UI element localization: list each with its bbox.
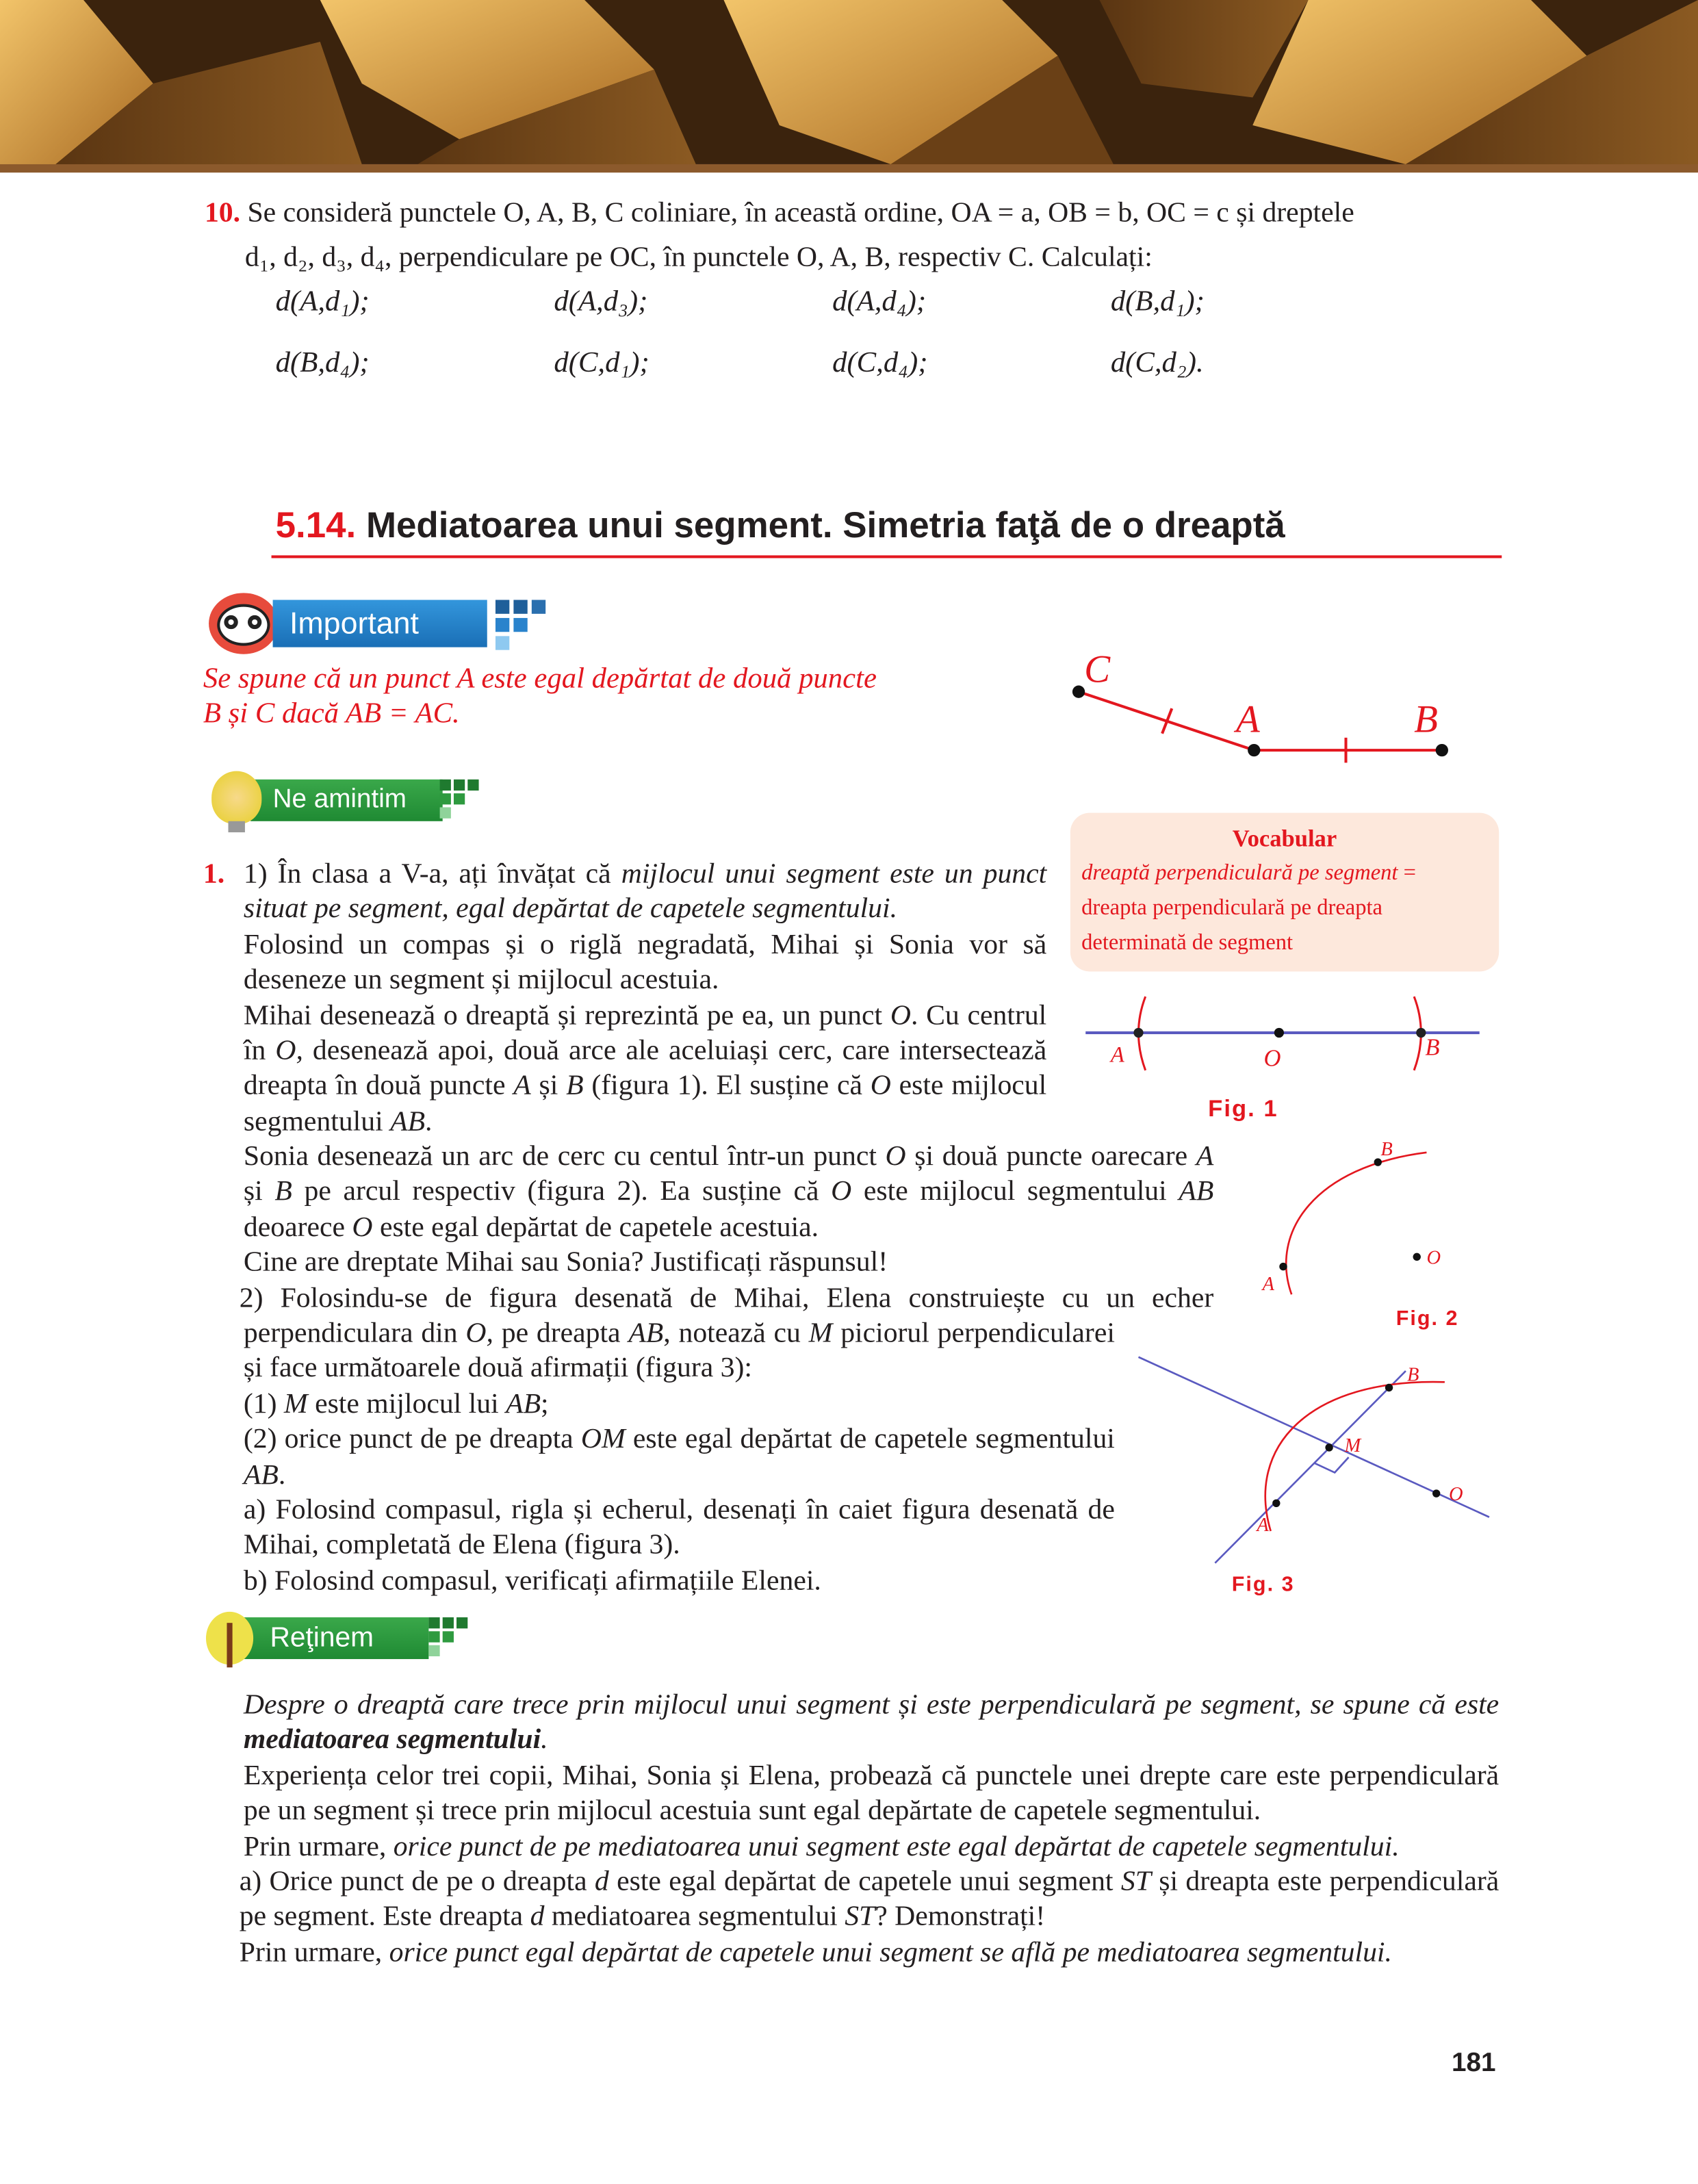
figure-2 [1261, 1139, 1441, 1295]
text-run: și [530, 1070, 567, 1102]
retinem-label: Reţinem [242, 1617, 429, 1659]
distance-expression: d(B,d₄); [275, 345, 370, 379]
ne-amintim-label: Ne amintim [250, 780, 443, 821]
text-run: ST [845, 1901, 875, 1933]
text-run: (1) [243, 1389, 284, 1419]
vocabular-title: Vocabular [1232, 825, 1337, 852]
label-o: O [1426, 1247, 1441, 1269]
point-m [1325, 1443, 1333, 1451]
label-c: C [1084, 647, 1111, 691]
text-run: Prin urmare, [239, 1937, 389, 1968]
problem-10-line2: d₁, d₂, d₃, d₄, perpendiculare pe OC, în punctele O, A, B, respectiv C. Calculați: [244, 242, 1153, 273]
text-run: O [352, 1211, 373, 1243]
text-run: și două puncte oarecare [905, 1141, 1196, 1172]
point-a [1133, 1028, 1143, 1038]
text-run: AB [506, 1389, 541, 1419]
text-run: M [283, 1389, 308, 1419]
text-run: . Cu centrul în [243, 1000, 1047, 1066]
point-b [1416, 1028, 1426, 1038]
distance-expression: d(C,d₁); [554, 345, 649, 379]
text-run: . [541, 1725, 548, 1756]
text-run: O [890, 1000, 911, 1031]
text-run: este mijlocul lui [307, 1389, 506, 1419]
point-a [1248, 744, 1260, 756]
figure-1 [1085, 997, 1480, 1072]
text-run: AB [628, 1318, 664, 1349]
text-run: O [831, 1177, 852, 1207]
text-run: Cine are dreptate Mihai sau Sonia? Justificați răspunsul! [243, 1247, 888, 1279]
point-a [1279, 1263, 1287, 1270]
label-a: A [1235, 697, 1260, 741]
text-run: O, [275, 1036, 303, 1066]
page-number: 181 [1452, 2048, 1496, 2079]
important-label: Important [273, 600, 487, 647]
text-run: A [1196, 1141, 1214, 1172]
text-run: ST [1120, 1866, 1151, 1897]
text-run: . [278, 1459, 286, 1491]
section-title: Mediatoarea unui segment. Simetria faţă de o dreaptă [365, 504, 1285, 546]
text-run: ? Demonstrați! [875, 1901, 1046, 1933]
text-run: A [513, 1070, 531, 1102]
distance-expression: d(C,d₂). [1110, 345, 1204, 379]
point-c [1072, 686, 1085, 698]
point-o [1413, 1253, 1421, 1261]
important-text-line1: Se spune că un punct A este egal depărtat de două puncte [203, 660, 877, 695]
text-run: este egal depărtat de capetele acestuia. [372, 1211, 819, 1243]
label-b: B [1414, 697, 1438, 741]
problem-1-number: 1. [203, 858, 225, 890]
problem-10-text: Se consideră punctele O, A, B, C coliniare, în această ordine, OA = a, OB = b, OC = c și dreptele [247, 197, 1354, 229]
text-run: pe arcul respectiv (figura 2). Ea susține că [292, 1177, 832, 1207]
vocabular-definition: dreapta perpendiculară pe dreapta determinată de segment [1081, 896, 1383, 955]
distance-expression: d(A,d₃); [554, 283, 648, 318]
text-run: d [594, 1866, 609, 1897]
text-run: orice punct de pe mediatoarea unui segment este egal depărtat de capetele segmentului. [393, 1831, 1400, 1862]
text-run: M [808, 1318, 833, 1349]
text-run: b) Folosind compasul, verificați afirmațiile Elenei. [243, 1565, 821, 1597]
point-b [1436, 744, 1448, 756]
distance-expression: d(A,d₁); [275, 283, 370, 318]
label-a: A [1257, 1514, 1269, 1536]
vocabular-term: dreaptă perpendiculară pe segment [1081, 861, 1398, 886]
point-a [1272, 1500, 1280, 1507]
label-b: B [1380, 1138, 1393, 1160]
text-run: O, [465, 1318, 493, 1349]
distance-expression: d(C,d₄); [832, 345, 928, 379]
line-ab [1215, 1371, 1406, 1563]
text-run: AB [243, 1459, 279, 1491]
text-run: . [425, 1106, 433, 1138]
distance-expression: d(B,d₁); [1110, 283, 1205, 318]
fig-1-caption: Fig. 1 [1208, 1095, 1278, 1122]
text-run: este egal depărtat de capetele unui segment [608, 1866, 1121, 1897]
text-run: Folosind un compas și o riglă negradată, Mihai și Sonia vor să deseneze un segment și mijlocul acestuia. [243, 929, 1047, 996]
text-run: a) Orice punct de pe o dreapta [239, 1866, 595, 1897]
arc [1286, 1153, 1426, 1294]
text-run: B [274, 1177, 292, 1207]
text-run: piciorul perpendicularei și face următoarele două afirmații (figura 3): [243, 1318, 1115, 1385]
section-number: 5.14. [275, 504, 357, 546]
fig-3-caption: Fig. 3 [1231, 1572, 1295, 1597]
text-run: deoarece [243, 1211, 352, 1243]
label-o: O [1448, 1484, 1463, 1506]
text-run: mediatoarea segmentului [243, 1725, 541, 1756]
figure-3 [1138, 1357, 1489, 1563]
vocabular-equals: = [1398, 861, 1416, 886]
point-o [1274, 1028, 1284, 1038]
distance-expression: d(A,d₄); [832, 283, 927, 318]
text-run: orice punct egal depărtat de capetele unui segment se află pe mediatoarea segmentului. [389, 1937, 1392, 1968]
text-run: perpendiculara din [243, 1318, 466, 1349]
text-run: , notează cu [663, 1318, 809, 1349]
text-run: 1) În clasa a V-a, ați învățat că [243, 858, 621, 890]
text-run: O [870, 1070, 891, 1102]
problem-10-number: 10. [204, 197, 241, 229]
text-run: și [243, 1177, 275, 1207]
text-run: este mijlocul segmentului [243, 1070, 1047, 1138]
label-m: M [1344, 1435, 1361, 1457]
important-text-line2: B și C dacă AB = AC. [203, 695, 460, 730]
text-run: ; [541, 1389, 549, 1419]
text-run: desenează apoi, două arce ale aceluiași cerc, care intersectează dreapta în două puncte [243, 1036, 1047, 1102]
text-run: AB [1179, 1177, 1214, 1207]
text-run: Experiența celor trei copii, Mihai, Sonia și Elena, probează că punctele unei drepte care este perpendiculară pe un segment și trece prin mijlocul acestuia sunt egal depărtate de capetele segmentului. [243, 1760, 1500, 1827]
text-run: (figura 1). El susține că [583, 1070, 871, 1102]
text-run: d [530, 1901, 545, 1933]
point-o [1432, 1489, 1440, 1497]
text-run: pe dreapta [493, 1318, 629, 1349]
text-run: AB [390, 1106, 426, 1138]
label-a: A [1110, 1042, 1124, 1068]
fig-2-caption: Fig. 2 [1395, 1307, 1459, 1331]
point-b [1385, 1384, 1393, 1391]
text-run: Sonia desenează un arc de cerc cu centul într-un punct [243, 1141, 886, 1172]
label-b: B [1425, 1034, 1440, 1061]
text-run: B [566, 1070, 584, 1102]
text-run: O [885, 1141, 906, 1172]
text-run: (2) orice punct de pe dreapta [243, 1424, 581, 1455]
label-o: O [1263, 1045, 1281, 1072]
text-run: 2) Folosindu-se de figura desenată de Mihai, Elena construiește cu un echer [239, 1283, 1214, 1314]
text-run: Prin urmare, [243, 1831, 394, 1862]
text-run: este egal depărtat de capetele segmentului [625, 1424, 1115, 1455]
text-run: este mijlocul segmentului [851, 1177, 1179, 1207]
text-run: a) Folosind compasul, rigla și echerul, desenați în caiet figura desenată de Mihai, completată de Elena (figura 3). [243, 1495, 1115, 1561]
text-run: mijlocul unui segment este un punct situat pe segment, egal depărtat de capetele segmentului. [243, 858, 1047, 925]
text-run: și dreapta este perpendiculară pe segment. Este dreapta [239, 1866, 1500, 1933]
label-a: A [1262, 1274, 1274, 1296]
text-run: mediatoarea segmentului [544, 1901, 845, 1933]
figure-cab [1072, 647, 1448, 762]
right-angle-mark [1314, 1457, 1349, 1472]
text-run: Mihai desenează o dreaptă și reprezintă pe ea, un punct [243, 1000, 890, 1031]
text-run: OM [580, 1424, 626, 1455]
label-b: B [1406, 1364, 1419, 1386]
text-run: Despre o dreaptă care trece prin mijlocul unui segment și este perpendiculară pe segment, se spune că este [243, 1689, 1500, 1721]
